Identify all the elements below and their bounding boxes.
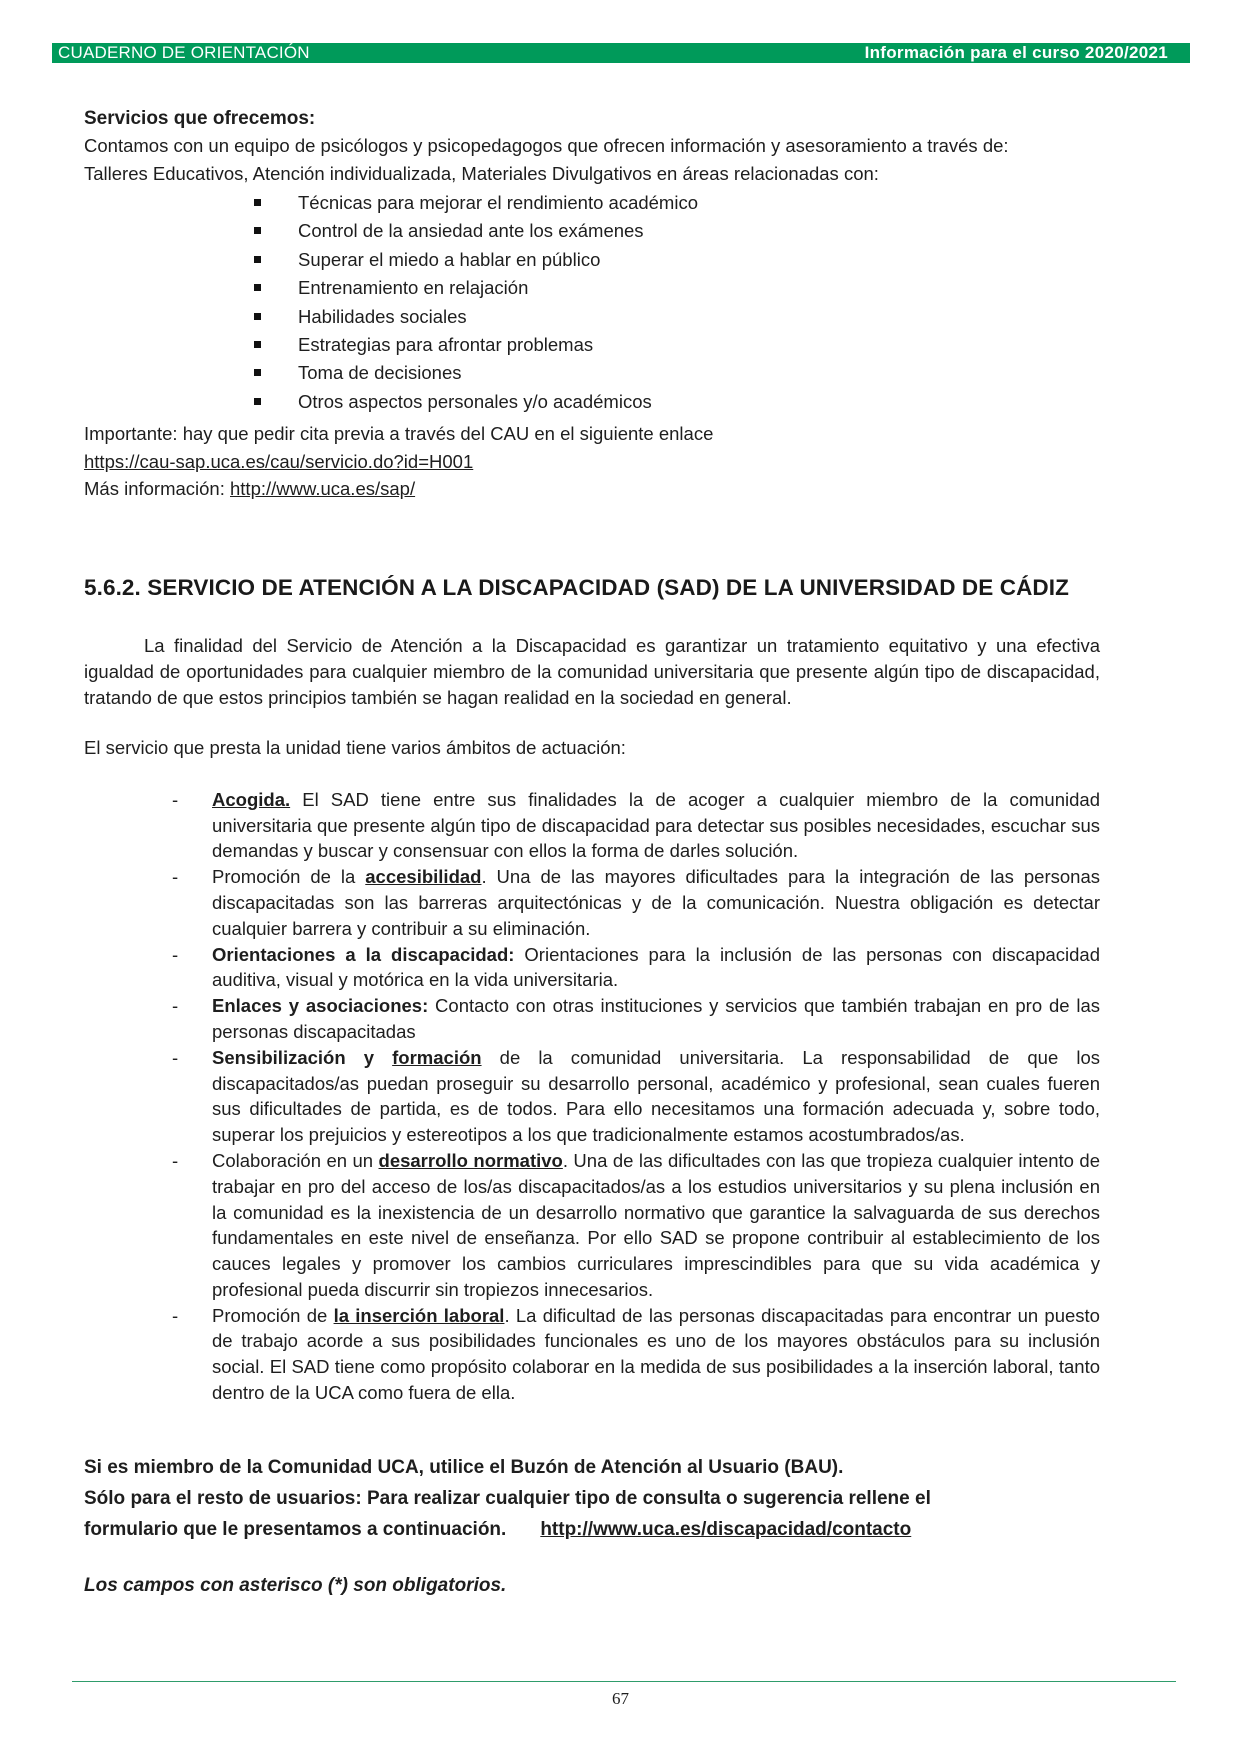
keyword-sensibilizacion: Sensibilización y (212, 1046, 393, 1068)
list-item: Superar el miedo a hablar en público (254, 246, 1100, 274)
keyword-acogida: Acogida. (212, 788, 291, 810)
list-item: - Enlaces y asociaciones: Contacto con otras instituciones y servicios que también trabajan en pro de las personas discapacitadas (172, 995, 1100, 1042)
page-number: 67 (612, 1689, 629, 1708)
services-line-2: Talleres Educativos, Atención individualizada, Materiales Divulgativos en áreas relacionadas con: (84, 162, 879, 184)
services-title: Servicios que ofrecemos: (84, 108, 316, 129)
keyword-enlaces: Enlaces y asociaciones: (212, 995, 429, 1017)
list-item: - Orientaciones a la discapacidad: Orientaciones para la inclusión de las personas con discapacidad auditiva, visual y motórica en la vida universitaria. (172, 943, 1101, 991)
contact-line-2: Sólo para el resto de usuarios: Para realizar cualquier tipo de consulta o sugerencia rellene el (84, 1487, 931, 1509)
more-info-line (84, 475, 1100, 503)
contact-line-1: Si es miembro de la Comunidad UCA, utilice el Buzón de Atención al Usuario (BAU). (84, 1456, 844, 1478)
more-info-label: Más información: (84, 478, 225, 500)
contact-block (84, 1452, 1100, 1545)
list-item: Habilidades sociales (254, 303, 1100, 331)
action-areas-list (84, 787, 1100, 1406)
services-line-1: Contamos con un equipo de psicólogos y psicopedagogos que ofrecen información y asesoramiento a través de: (84, 135, 1009, 156)
dash-bullet: - (172, 1149, 179, 1171)
square-bullet-icon (254, 199, 261, 206)
keyword-desarrollo-normativo: desarrollo normativo (378, 1149, 563, 1171)
page-header (52, 43, 1190, 63)
square-bullet-icon (254, 369, 261, 376)
dash-bullet: - (172, 995, 179, 1017)
dash-bullet: - (172, 788, 179, 810)
list-item: Toma de decisiones (254, 359, 1100, 387)
square-bullet-icon (254, 256, 261, 263)
cau-link-line (84, 448, 1100, 476)
list-item: Entrenamiento en relajación (254, 274, 1100, 302)
dash-bullet: - (172, 1304, 179, 1326)
dash-bullet: - (172, 866, 179, 888)
header-right-title: Información para el curso 2020/2021 (864, 43, 1168, 62)
list-item: - Promoción de la inserción laboral. La dificultad de las personas discapacitadas para encontrar un puesto de trabajo acorde a sus posibilidades funcionales es uno de los mayores obstáculos para su inclusión social. El SAD tiene como propósito colaborar en la medida de sus posibilidades a la inserción laboral, tanto dentro de la UCA como fuera de ella. (172, 1304, 1100, 1404)
list-item: Otros aspectos personales y/o académicos (254, 388, 1100, 416)
header-left-title: CUADERNO DE ORIENTACIÓN (58, 43, 310, 62)
square-bullet-icon (254, 227, 261, 234)
sap-link[interactable]: http://www.uca.es/sap/ (230, 478, 416, 500)
list-item: Técnicas para mejorar el rendimiento académico (254, 189, 1100, 217)
square-bullet-icon (254, 341, 261, 348)
list-item: - Acogida. El SAD tiene entre sus finalidades la de acoger a cualquier miembro de la comunidad universitaria que presente algún tipo de discapacidad para detectar sus posibles necesidades, escuchar sus demandas y buscar y consensuar con ellos la forma de darles solución. (172, 788, 1100, 862)
square-bullet-icon (254, 284, 261, 291)
footer-divider (72, 1681, 1176, 1682)
section-services-line: El servicio que presta la unidad tiene varios ámbitos de actuación: (84, 736, 626, 758)
list-item: Estrategias para afrontar problemas (254, 331, 1100, 359)
important-note: Importante: hay que pedir cita previa a través del CAU en el siguiente enlace (84, 423, 714, 445)
list-item: - Promoción de la accesibilidad. Una de las mayores dificultades para la integración de las personas discapacitadas son las barreras arquitectónicas y de la comunicación. Nuestra obligación es detectar cualquier barrera y contribuir a su eliminación. (172, 866, 1100, 939)
keyword-insercion-laboral: la inserción laboral (333, 1304, 505, 1326)
section-title: 5.6.2. SERVICIO DE ATENCIÓN A LA DISCAPACIDAD (SAD) DE LA UNIVERSIDAD DE CÁDIZ (84, 574, 1069, 600)
list-item: - Colaboración en un desarrollo normativo. Una de las dificultades con las que tropieza cualquier intento de trabajar en pro del acceso de los/as discapacitados/as a los estudios universitarios y su plena inclusión en la comunidad es la inexistencia de un desarrollo normativo que garantice la salvaguarda de sus derechos fundamentales en este nivel de enseñanza. Por ello SAD se propone contribuir al establecimiento de los cauces legales y promover los cambios curriculares imprescindibles para que su vida académica y profesional pueda discurrir sin tropiezos innecesarios. (172, 1149, 1100, 1300)
square-bullet-icon (254, 313, 261, 320)
page-content (84, 105, 1100, 1597)
contact-line-3: formulario que le presentamos a continuación. http://www.uca.es/discapacidad/contacto (84, 1518, 912, 1540)
required-fields-note: Los campos con asterisco (*) son obligatorios. (84, 1574, 507, 1596)
dash-bullet: - (172, 1046, 179, 1068)
square-bullet-icon (254, 398, 261, 405)
section-intro: La finalidad del Servicio de Atención a la Discapacidad es garantizar un tratamiento equitativo y una efectiva igualdad de oportunidades para cualquier miembro de la comunidad universitaria que presente algún tipo de discapacidad, tratando de que estos principios también se hagan realidad en la sociedad en general. (84, 634, 1100, 708)
keyword-formacion: formación (392, 1046, 482, 1068)
list-item: Control de la ansiedad ante los exámenes (254, 217, 1100, 245)
keyword-orientaciones: Orientaciones a la discapacidad: (212, 943, 515, 965)
list-item: - Sensibilización y formación de la comunidad universitaria. La responsabilidad de que los discapacitados/as puedan proseguir su desarrollo personal, académico y profesional, sean cuales fueren sus dificultades de partida, es de todos. Para ello necesitamos una formación adecuada y, sobre todo, superar los prejuicios y estereotipos a los que tradicionalmente estamos acostumbrados/as. (172, 1046, 1100, 1146)
keyword-accesibilidad: accesibilidad (365, 866, 482, 888)
services-list (84, 189, 1100, 416)
dash-bullet: - (172, 943, 179, 965)
cau-link[interactable]: https://cau-sap.uca.es/cau/servicio.do?id=H001 (84, 450, 474, 472)
contact-url-link[interactable]: http://www.uca.es/discapacidad/contacto (540, 1518, 912, 1540)
